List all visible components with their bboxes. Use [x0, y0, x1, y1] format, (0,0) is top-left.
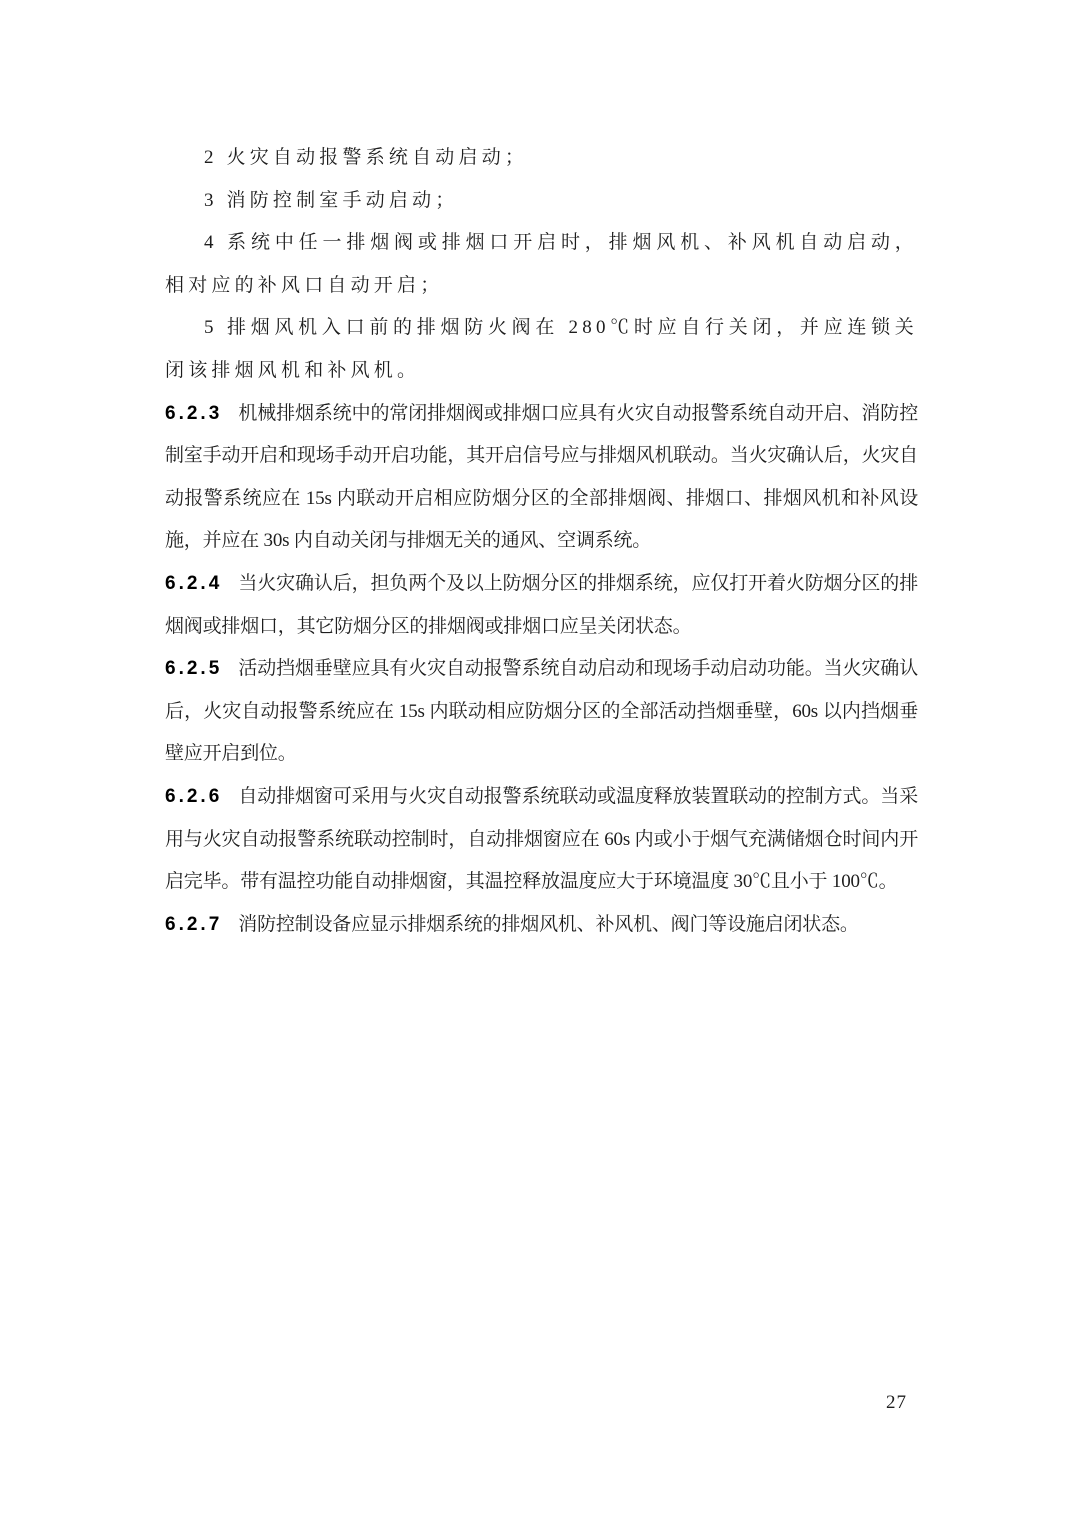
list-item-text: 排烟风机入口前的排烟防火阀在 280℃时应自行关闭，并应连锁关闭该排烟风机和补风机。 [165, 317, 918, 381]
list-item-number: 4 [204, 232, 214, 254]
list-item [165, 222, 918, 307]
list-item [165, 307, 918, 392]
document-text-block [165, 137, 918, 946]
clause-paragraph [165, 904, 918, 947]
list-item [165, 180, 918, 223]
list-item-text: 火灾自动报警系统自动启动； [226, 147, 529, 168]
list-item-number: 3 [204, 189, 214, 211]
page-number: 27 [886, 1392, 907, 1413]
clause-number: 6.2.4 [165, 572, 223, 594]
clause-number: 6.2.7 [165, 913, 223, 935]
clause-paragraph [165, 563, 918, 648]
clause-text: 机械排烟系统中的常闭排烟阀或排烟口应具有火灾自动报警系统自动开启、消防控制室手动开启和现场手动开启功能，其开启信号应与排烟风机联动。当火灾确认后，火灾自动报警系统应在 15s 内联动开启相应防烟分区的全部排烟阀、排烟口、排烟风机和补风设施，并应在 30s 内自动关闭与排烟无关的通风、空调系统。 [165, 402, 918, 552]
clause-text: 消防控制设备应显示排烟系统的排烟风机、补风机、阀门等设施启闭状态。 [238, 913, 859, 935]
list-item-number: 2 [204, 147, 214, 168]
list-item-text: 系统中任一排烟阀或排烟口开启时，排烟风机、补风机自动启动，相对应的补风口自动开启； [165, 232, 918, 296]
list-item-number: 5 [204, 317, 214, 339]
clause-paragraph [165, 776, 918, 904]
clause-number: 6.2.3 [165, 402, 223, 424]
clause-number: 6.2.6 [165, 785, 223, 807]
clause-text: 自动排烟窗可采用与火灾自动报警系统联动或温度释放装置联动的控制方式。当采用与火灾自动报警系统联动控制时，自动排烟窗应在 60s 内或小于烟气充满储烟仓时间内开启完毕。带有温控功能自动排烟窗，其温控释放温度应大于环境温度 30℃且小于 100℃。 [165, 785, 918, 893]
clause-text: 活动挡烟垂壁应具有火灾自动报警系统自动启动和现场手动启动功能。当火灾确认后，火灾自动报警系统应在 15s 内联动相应防烟分区的全部活动挡烟垂壁，60s 以内挡烟垂壁应开启到位。 [165, 658, 918, 765]
clause-paragraph [165, 648, 918, 776]
clause-number: 6.2.5 [165, 658, 223, 680]
list-item-text: 消防控制室手动启动； [226, 189, 459, 211]
clause-paragraph [165, 393, 918, 563]
list-item [165, 137, 918, 180]
clause-text: 当火灾确认后，担负两个及以上防烟分区的排烟系统，应仅打开着火防烟分区的排烟阀或排烟口，其它防烟分区的排烟阀或排烟口应呈关闭状态。 [165, 572, 918, 637]
